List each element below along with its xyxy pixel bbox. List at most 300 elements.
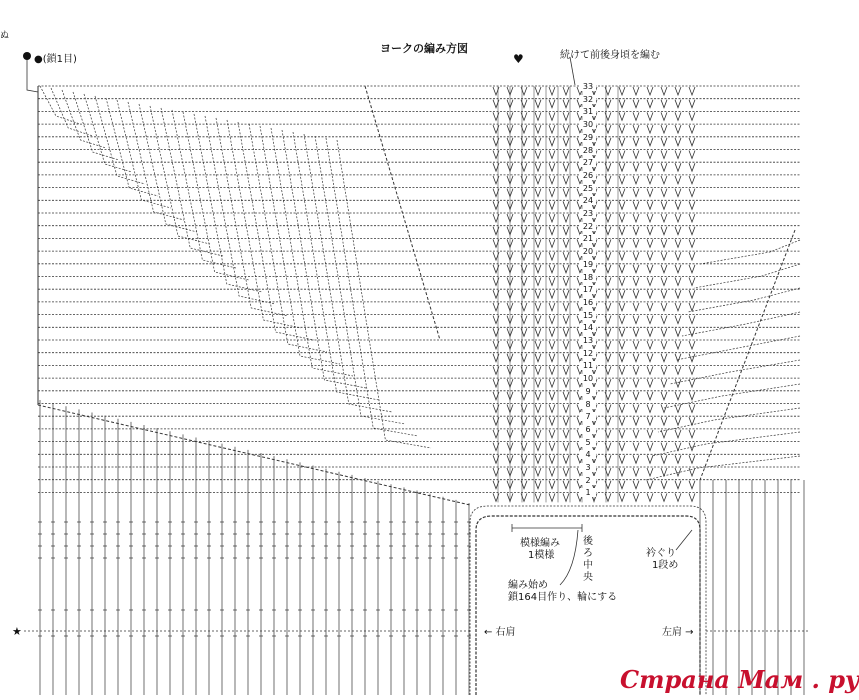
v-stitch	[549, 239, 555, 247]
raglan-boundaries	[38, 86, 800, 505]
v-stitch	[689, 201, 695, 209]
row-number: 25	[580, 184, 596, 193]
v-stitch	[563, 189, 569, 197]
v-stitch	[535, 163, 541, 171]
v-stitch	[661, 252, 667, 260]
v-stitch	[675, 189, 681, 197]
v-stitch	[689, 316, 695, 324]
row-number: 9	[580, 387, 596, 396]
v-stitch	[563, 214, 569, 222]
right-raglan-line	[700, 230, 795, 480]
v-stitch	[661, 468, 667, 476]
left-raglan-step	[326, 138, 418, 436]
v-stitch	[689, 227, 695, 235]
v-stitch	[661, 354, 667, 362]
row-number: 32	[580, 95, 596, 104]
left-raglan-step	[194, 114, 262, 292]
v-stitch	[563, 151, 569, 159]
v-stitch	[633, 366, 639, 374]
v-stitch	[549, 100, 555, 108]
left-raglan-step	[238, 122, 314, 340]
left-raglan-step	[271, 128, 353, 376]
v-stitch	[633, 468, 639, 476]
v-stitch	[633, 87, 639, 95]
v-stitch	[647, 405, 653, 413]
continue-leader	[570, 57, 575, 85]
v-stitch	[563, 341, 569, 349]
row-number: 26	[580, 171, 596, 180]
v-stitch	[647, 366, 653, 374]
v-stitch	[689, 341, 695, 349]
v-stitch	[549, 430, 555, 438]
v-stitch	[563, 468, 569, 476]
v-stitch	[675, 151, 681, 159]
v-stitch	[647, 379, 653, 387]
v-stitch	[647, 328, 653, 336]
v-stitch	[647, 189, 653, 197]
row-number: 19	[580, 260, 596, 269]
v-stitch	[647, 455, 653, 463]
v-stitch	[675, 341, 681, 349]
row-number: 10	[580, 374, 596, 383]
v-stitch	[689, 481, 695, 489]
v-stitch	[619, 316, 625, 324]
row-number: 20	[580, 247, 596, 256]
v-stitch	[675, 138, 681, 146]
v-stitch	[535, 201, 541, 209]
v-stitch	[689, 87, 695, 95]
v-stitch	[689, 189, 695, 197]
v-stitch	[535, 392, 541, 400]
v-stitch	[619, 405, 625, 413]
v-stitch	[675, 328, 681, 336]
v-stitch	[535, 138, 541, 146]
v-stitch	[647, 176, 653, 184]
v-stitch	[661, 265, 667, 273]
v-stitch	[661, 290, 667, 298]
v-stitch	[675, 112, 681, 120]
v-stitch	[675, 481, 681, 489]
row-number: 33	[580, 82, 596, 91]
right-raglan-step	[682, 312, 800, 336]
v-stitch	[689, 151, 695, 159]
row-number: 23	[580, 209, 596, 218]
v-stitch	[549, 189, 555, 197]
v-stitch	[647, 443, 653, 451]
v-stitch	[619, 328, 625, 336]
v-stitch	[661, 493, 667, 501]
v-stitch	[633, 328, 639, 336]
left-raglan-step	[260, 126, 340, 364]
v-stitch	[661, 405, 667, 413]
v-stitch	[675, 278, 681, 286]
v-stitch	[675, 87, 681, 95]
v-stitch	[619, 176, 625, 184]
v-stitch	[563, 265, 569, 273]
v-stitch	[563, 392, 569, 400]
v-stitch	[647, 239, 653, 247]
v-stitch	[535, 405, 541, 413]
v-stitch	[563, 417, 569, 425]
v-stitch	[549, 379, 555, 387]
v-stitch	[647, 417, 653, 425]
v-stitch	[633, 455, 639, 463]
v-stitch	[675, 303, 681, 311]
v-stitch	[689, 138, 695, 146]
v-stitch	[661, 379, 667, 387]
v-stitch	[619, 417, 625, 425]
row-number: 11	[580, 361, 596, 370]
v-stitch	[549, 455, 555, 463]
v-stitch	[619, 239, 625, 247]
v-stitch	[619, 341, 625, 349]
v-stitch	[549, 392, 555, 400]
v-stitch	[549, 227, 555, 235]
back-center-char-4: 央	[583, 572, 593, 583]
v-stitch	[647, 354, 653, 362]
v-stitch	[661, 138, 667, 146]
v-stitch	[647, 468, 653, 476]
v-stitch	[549, 405, 555, 413]
row-number: 14	[580, 323, 596, 332]
v-stitch	[619, 87, 625, 95]
v-stitch	[619, 278, 625, 286]
v-stitch	[633, 252, 639, 260]
v-stitch	[535, 290, 541, 298]
v-stitch	[563, 201, 569, 209]
v-stitch	[549, 112, 555, 120]
v-stitch	[689, 163, 695, 171]
v-stitch	[661, 100, 667, 108]
v-stitch	[535, 455, 541, 463]
v-stitch	[619, 468, 625, 476]
v-stitch	[535, 443, 541, 451]
v-stitch	[563, 278, 569, 286]
row-number: 16	[580, 298, 596, 307]
v-stitch	[549, 303, 555, 311]
v-stitch	[675, 316, 681, 324]
v-stitch	[647, 87, 653, 95]
row-number: 2	[580, 476, 596, 485]
v-stitch	[675, 252, 681, 260]
v-stitch	[535, 112, 541, 120]
v-stitch	[549, 366, 555, 374]
v-stitch	[563, 252, 569, 260]
v-stitch	[619, 252, 625, 260]
v-stitch	[661, 392, 667, 400]
v-stitch	[563, 227, 569, 235]
v-stitch	[647, 430, 653, 438]
v-stitch	[675, 455, 681, 463]
star-marker: ★	[12, 625, 22, 638]
v-stitch	[535, 417, 541, 425]
v-stitch	[633, 100, 639, 108]
v-stitch	[689, 176, 695, 184]
v-stitch	[633, 290, 639, 298]
v-stitch	[647, 151, 653, 159]
v-stitch	[549, 125, 555, 133]
v-stitch	[675, 239, 681, 247]
v-stitch	[633, 316, 639, 324]
v-stitch	[661, 112, 667, 120]
v-stitch	[535, 493, 541, 501]
v-stitch	[563, 430, 569, 438]
v-stitch	[689, 100, 695, 108]
v-stitch	[675, 163, 681, 171]
v-stitch	[675, 392, 681, 400]
row-number: 31	[580, 107, 596, 116]
v-stitch	[647, 252, 653, 260]
right-shoulder-label: ← 右肩	[484, 627, 516, 638]
v-stitch	[535, 366, 541, 374]
v-stitch	[661, 443, 667, 451]
v-stitch	[675, 366, 681, 374]
v-stitch	[563, 100, 569, 108]
v-stitch	[619, 303, 625, 311]
v-stitch	[549, 443, 555, 451]
v-stitch	[535, 430, 541, 438]
v-stitch	[619, 379, 625, 387]
v-stitch	[689, 125, 695, 133]
stitch-marks	[23, 52, 810, 636]
v-stitch	[633, 138, 639, 146]
v-stitch	[647, 163, 653, 171]
v-stitch	[633, 354, 639, 362]
v-stitch	[675, 290, 681, 298]
v-stitch	[619, 227, 625, 235]
row-number: 13	[580, 336, 596, 345]
v-stitch	[675, 493, 681, 501]
v-stitch	[647, 227, 653, 235]
v-stitch	[633, 341, 639, 349]
v-stitch	[689, 214, 695, 222]
v-stitch	[689, 265, 695, 273]
v-stitch	[675, 354, 681, 362]
v-stitch	[619, 430, 625, 438]
v-stitch	[619, 138, 625, 146]
v-stitch	[535, 379, 541, 387]
v-stitch	[563, 316, 569, 324]
row-number: 30	[580, 120, 596, 129]
v-stitch	[549, 176, 555, 184]
left-raglan-step	[161, 108, 223, 256]
pattern-label-2: 1模様	[528, 550, 555, 561]
row-number: 28	[580, 146, 596, 155]
v-stitch	[535, 341, 541, 349]
v-stitch	[689, 354, 695, 362]
v-stitch	[689, 239, 695, 247]
row-number: 18	[580, 273, 596, 282]
v-stitch	[647, 341, 653, 349]
v-stitch	[619, 163, 625, 171]
v-stitch	[535, 481, 541, 489]
v-stitch	[535, 227, 541, 235]
v-stitch	[619, 366, 625, 374]
v-stitch	[633, 201, 639, 209]
v-stitch	[563, 443, 569, 451]
v-stitch	[675, 125, 681, 133]
v-stitch	[647, 100, 653, 108]
v-stitch	[675, 201, 681, 209]
v-stitch	[633, 481, 639, 489]
v-stitch	[619, 214, 625, 222]
v-stitch	[549, 163, 555, 171]
v-stitch	[647, 125, 653, 133]
right-raglan-step	[646, 456, 800, 480]
v-stitch	[619, 443, 625, 451]
v-stitch	[633, 151, 639, 159]
v-stitch	[633, 239, 639, 247]
v-stitch	[549, 252, 555, 260]
v-stitch	[689, 493, 695, 501]
right-raglan-step	[688, 288, 800, 312]
v-stitch	[689, 303, 695, 311]
left-yoke-bottom-edge	[38, 405, 470, 505]
v-stitch	[619, 112, 625, 120]
v-stitch	[563, 481, 569, 489]
v-stitch	[675, 430, 681, 438]
left-raglan-step	[216, 118, 288, 316]
v-stitch	[535, 125, 541, 133]
v-stitch	[661, 125, 667, 133]
v-stitch	[661, 328, 667, 336]
v-stitch	[619, 125, 625, 133]
v-stitch	[633, 493, 639, 501]
v-stitch	[647, 392, 653, 400]
v-stitch	[563, 493, 569, 501]
right-raglan-step	[700, 240, 800, 264]
v-stitch	[689, 455, 695, 463]
v-stitch	[661, 316, 667, 324]
v-stitch	[535, 265, 541, 273]
row-number: 27	[580, 158, 596, 167]
v-stitch	[619, 392, 625, 400]
v-stitch	[689, 366, 695, 374]
left-raglan-step	[282, 130, 366, 388]
v-stitch	[549, 214, 555, 222]
v-stitch	[619, 201, 625, 209]
v-stitch	[633, 214, 639, 222]
v-stitch	[689, 252, 695, 260]
v-stitch	[535, 239, 541, 247]
v-stitch	[633, 189, 639, 197]
start-chain-marker: ●(鎖1目)	[34, 54, 77, 65]
v-stitch	[549, 354, 555, 362]
row-number: 24	[580, 196, 596, 205]
watermark-logo: Страна Мам . ру	[620, 665, 859, 694]
stitch-grid	[38, 86, 804, 695]
left-raglan-step	[172, 110, 236, 268]
v-stitch	[633, 176, 639, 184]
corner-glyph: ぬ	[0, 31, 10, 41]
v-stitch	[535, 100, 541, 108]
v-stitch	[563, 138, 569, 146]
v-stitch	[549, 468, 555, 476]
left-raglan-step	[293, 132, 379, 400]
neckline-label-2: 1段め	[652, 560, 679, 571]
left-raglan-step	[106, 98, 158, 196]
v-stitch	[633, 265, 639, 273]
left-raglan-step	[205, 116, 275, 304]
back-center-char-1: 後	[583, 536, 593, 547]
v-stitch	[661, 151, 667, 159]
v-stitch	[563, 303, 569, 311]
v-stitch	[675, 176, 681, 184]
back-center-char-3: 中	[583, 560, 593, 571]
v-stitch	[563, 87, 569, 95]
v-stitch	[633, 278, 639, 286]
v-stitch	[563, 405, 569, 413]
v-stitch	[689, 112, 695, 120]
v-stitch	[675, 214, 681, 222]
v-stitch	[563, 366, 569, 374]
v-stitch	[647, 278, 653, 286]
v-stitch	[647, 481, 653, 489]
row-number: 8	[580, 400, 596, 409]
heart-marker: ♥	[513, 52, 524, 66]
v-stitch	[563, 239, 569, 247]
start-bullet	[23, 52, 31, 60]
v-stitch	[549, 417, 555, 425]
v-stitch	[675, 468, 681, 476]
start-note-leader	[560, 530, 578, 585]
row-number: 21	[580, 234, 596, 243]
v-stitch	[549, 201, 555, 209]
v-stitch	[549, 328, 555, 336]
v-stitch	[549, 138, 555, 146]
v-stitch	[647, 303, 653, 311]
v-stitch	[619, 481, 625, 489]
v-stitch	[535, 354, 541, 362]
v-stitch	[675, 100, 681, 108]
start-note-1: 編み始め	[508, 580, 548, 591]
v-stitch	[689, 430, 695, 438]
v-stitch	[535, 214, 541, 222]
row-number: 5	[580, 438, 596, 447]
v-stitch	[619, 189, 625, 197]
v-stitch	[535, 328, 541, 336]
row-number: 29	[580, 133, 596, 142]
v-stitch	[549, 481, 555, 489]
v-stitch	[633, 379, 639, 387]
v-stitch	[661, 163, 667, 171]
v-stitch	[661, 417, 667, 425]
start-note-2: 鎖164目作り、輪にする	[508, 592, 618, 603]
diagram-title: ヨークの編み方図	[380, 42, 468, 55]
v-stitch	[647, 112, 653, 120]
v-stitch	[619, 354, 625, 362]
v-stitch	[619, 493, 625, 501]
v-stitch	[619, 151, 625, 159]
v-stitch	[549, 290, 555, 298]
v-stitch	[675, 265, 681, 273]
row-number: 22	[580, 222, 596, 231]
v-stitch	[549, 87, 555, 95]
v-stitch	[563, 354, 569, 362]
v-stitch	[535, 151, 541, 159]
v-stitch	[633, 112, 639, 120]
v-stitch	[661, 201, 667, 209]
v-stitch	[549, 278, 555, 286]
v-stitch	[549, 493, 555, 501]
v-stitch	[647, 316, 653, 324]
neckline-label-1: 衿ぐり	[646, 548, 676, 559]
v-stitch	[647, 201, 653, 209]
v-stitch	[661, 366, 667, 374]
v-stitch	[675, 443, 681, 451]
v-stitch	[563, 379, 569, 387]
row-number: 12	[580, 349, 596, 358]
